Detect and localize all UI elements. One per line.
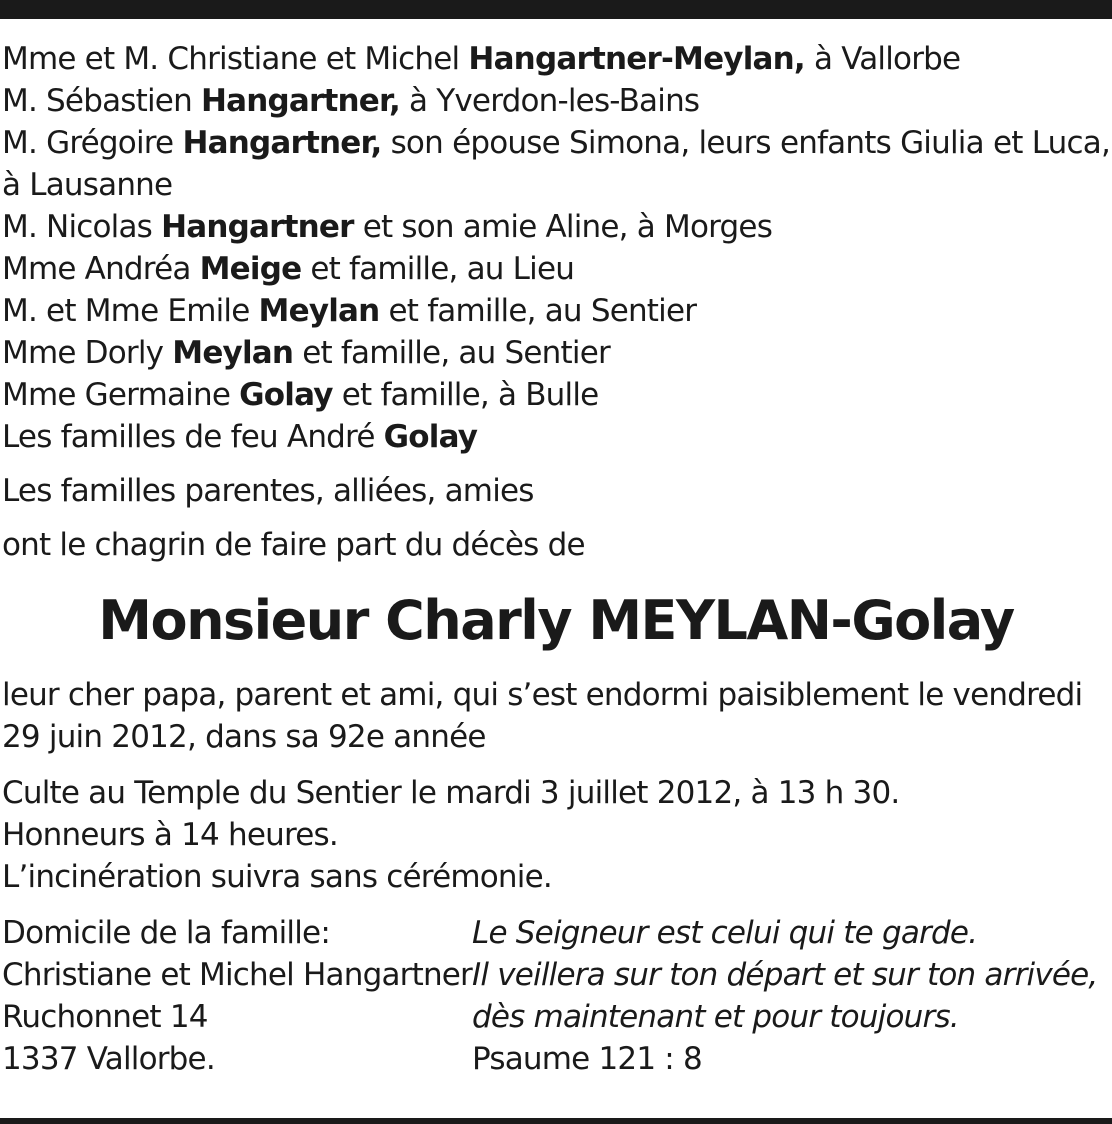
bible-verse (472, 912, 1097, 1080)
obituary-notice (2, 38, 1110, 1080)
family-list (2, 38, 1110, 458)
family-line: M. et Mme Emile Meylan et famille, au Sentier (2, 293, 697, 329)
top-rule (0, 0, 1112, 19)
relatives-line: Les familles parentes, alliées, amies (2, 473, 534, 509)
verse-line: dès maintenant et pour toujours. (472, 999, 959, 1035)
address-name: Christiane et Michel Hangartner (2, 957, 473, 993)
address-city: 1337 Vallorbe. (2, 1041, 215, 1077)
family-line: Mme Germaine Golay et famille, à Bulle (2, 377, 599, 413)
incineration-line: L’incinération suivra sans cérémonie. (2, 859, 552, 895)
verse-line: Il veillera sur ton départ et sur ton arrivée, (472, 957, 1098, 993)
verse-line: Le Seigneur est celui qui te garde. (472, 915, 978, 951)
description: leur cher papa, parent et ami, qui s’est endormi paisiblement le vendredi 29 juin 2012, dans sa 92e année (2, 677, 1083, 755)
address-street: Ruchonnet 14 (2, 999, 208, 1035)
family-line: Mme Andréa Meige et famille, au Lieu (2, 251, 575, 287)
family-address (2, 912, 472, 1080)
family-line: M. Nicolas Hangartner et son amie Aline, à Morges (2, 209, 773, 245)
verse-reference: Psaume 121 : 8 (472, 1041, 702, 1077)
honours-line: Honneurs à 14 heures. (2, 817, 338, 853)
family-line: Mme et M. Christiane et Michel Hangartner-Meylan, à Vallorbe (2, 41, 961, 77)
family-line: M. Sébastien Hangartner, à Yverdon-les-Bains (2, 83, 700, 119)
announce-line: ont le chagrin de faire part du décès de (2, 527, 585, 563)
bottom-rule (0, 1118, 1112, 1124)
address-label: Domicile de la famille: (2, 915, 330, 951)
family-line: Mme Dorly Meylan et famille, au Sentier (2, 335, 610, 371)
ceremony-line: Culte au Temple du Sentier le mardi 3 juillet 2012, à 13 h 30. (2, 775, 900, 811)
family-line: M. Grégoire Hangartner, son épouse Simona, leurs enfants Giulia et Luca, à Lausanne (2, 125, 1110, 203)
family-line: Les familles de feu André Golay (2, 419, 478, 455)
footer-columns (2, 912, 1110, 1080)
deceased-name: Monsieur Charly MEYLAN-Golay (98, 589, 1014, 652)
ceremony-info (2, 772, 1110, 898)
